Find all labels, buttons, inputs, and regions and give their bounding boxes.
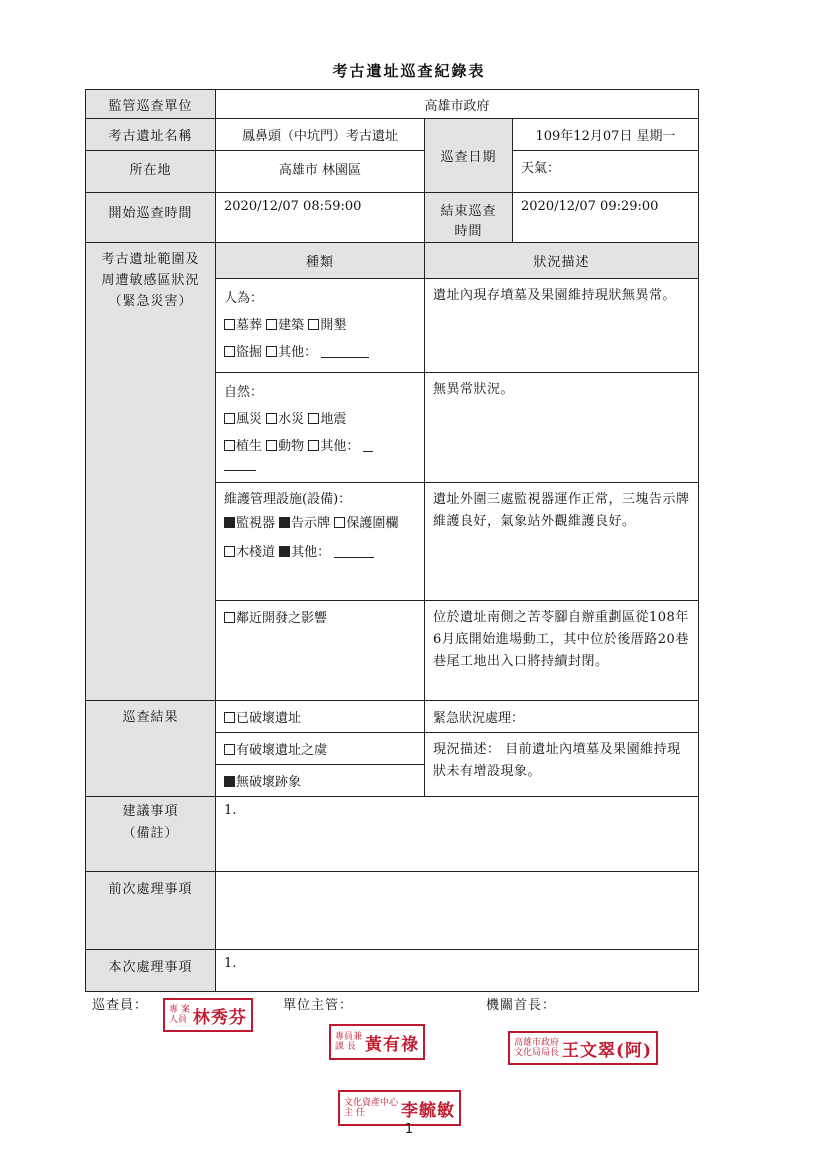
row-unit xyxy=(86,90,699,119)
label-animal: 動物 xyxy=(278,439,305,454)
checkbox-flood[interactable] xyxy=(266,413,277,424)
checkbox-burial[interactable] xyxy=(224,319,235,330)
label-reclaim: 開墾 xyxy=(320,318,347,333)
date-label: 巡查日期 xyxy=(425,119,513,193)
row-curr xyxy=(86,950,699,992)
label-cctv: 監視器 xyxy=(236,516,276,531)
row-prev xyxy=(86,872,699,950)
label-flood: 水災 xyxy=(278,412,305,427)
stamp-inspector: 專 案 人員 林秀芬 xyxy=(163,998,253,1032)
inspector-label: 巡查員： xyxy=(92,998,149,1013)
prev-label: 前次處理事項 xyxy=(86,872,216,950)
label-building: 建築 xyxy=(278,318,305,333)
label-no-damage: 無破壞跡象 xyxy=(236,775,302,790)
checkbox-no-damage[interactable] xyxy=(224,776,235,787)
end-time-label: 結束巡查時間 xyxy=(425,193,513,243)
label-nature-other: 其他： xyxy=(320,439,360,454)
row-suggest xyxy=(86,797,699,872)
stamp-supervisor: 專員兼 課 長 黃有祿 xyxy=(329,1024,425,1060)
checkbox-destroyed[interactable] xyxy=(224,712,235,723)
curr-value: 1. xyxy=(216,950,699,992)
label-looting: 盜掘 xyxy=(236,345,263,360)
site-label: 考古遺址名稱 xyxy=(86,119,216,151)
row-site xyxy=(86,119,699,151)
date-value: 109年12月07日 星期一 xyxy=(513,119,699,151)
unit-label: 監管巡查單位 xyxy=(86,90,216,119)
page-title: 考古遺址巡查紀錄表 xyxy=(332,62,486,80)
result-label: 巡查結果 xyxy=(86,701,216,797)
suggest-label: 建議事項（備註） xyxy=(86,797,216,872)
stamp-center: 文化資產中心 主 任 李毓敏 xyxy=(338,1090,461,1126)
row-location xyxy=(86,151,699,193)
supervisor-label: 單位主管： xyxy=(283,998,354,1013)
prev-value xyxy=(216,872,699,950)
checkbox-plant[interactable] xyxy=(224,440,235,451)
unit-value: 高雄市政府 xyxy=(216,90,699,119)
weather-value: 天氣： xyxy=(513,151,699,193)
checkbox-wind[interactable] xyxy=(224,413,235,424)
start-time-value: 2020/12/07 08:59:00 xyxy=(216,193,425,243)
checkbox-building[interactable] xyxy=(266,319,277,330)
human-desc: 遺址內現存墳墓及果園維持現狀無異常。 xyxy=(425,279,699,373)
inspection-form xyxy=(85,89,699,992)
blank-line xyxy=(334,545,374,558)
blank-line xyxy=(321,345,369,358)
dev-cell xyxy=(216,601,425,701)
row-status-header xyxy=(86,243,699,279)
checkbox-sign[interactable] xyxy=(279,517,290,528)
blank-line xyxy=(224,460,256,471)
label-quake: 地震 xyxy=(320,412,347,427)
checkbox-facility-other[interactable] xyxy=(279,546,290,557)
row-time xyxy=(86,193,699,243)
label-facility-other: 其他： xyxy=(291,545,331,560)
head-label: 機關首長： xyxy=(486,998,557,1013)
label-plant: 植生 xyxy=(236,439,263,454)
checkbox-cctv[interactable] xyxy=(224,517,235,528)
label-fence: 保護圍欄 xyxy=(346,516,399,531)
emergency-label: 緊急狀況處理： xyxy=(425,701,699,733)
checkbox-risk[interactable] xyxy=(224,744,235,755)
facility-desc: 遺址外圍三處監視器運作正常，三塊告示牌維護良好，氣象站外觀維護良好。 xyxy=(425,483,699,601)
checkbox-nature-other[interactable] xyxy=(308,440,319,451)
page-number: 1 xyxy=(404,1122,414,1137)
stamp-head: 高雄市政府 文化局局長 王文翠(阿) xyxy=(508,1031,658,1065)
label-burial: 墓葬 xyxy=(236,318,263,333)
checkbox-boardwalk[interactable] xyxy=(224,546,235,557)
row-result-1 xyxy=(86,701,699,733)
nature-cell xyxy=(216,373,425,483)
suggest-value: 1. xyxy=(216,797,699,872)
curr-label: 本次處理事項 xyxy=(86,950,216,992)
checkbox-reclaim[interactable] xyxy=(308,319,319,330)
end-time-value: 2020/12/07 09:29:00 xyxy=(513,193,699,243)
site-value: 鳳鼻頭（中坑門）考古遺址 xyxy=(216,119,425,151)
label-boardwalk: 木棧道 xyxy=(236,545,276,560)
nature-title: 自然： xyxy=(224,385,264,400)
nature-desc: 無異常狀況。 xyxy=(425,373,699,483)
checkbox-looting[interactable] xyxy=(224,346,235,357)
human-cell xyxy=(216,279,425,373)
human-title: 人為： xyxy=(224,291,264,306)
start-time-label: 開始巡查時間 xyxy=(86,193,216,243)
label-wind: 風災 xyxy=(236,412,263,427)
facility-title: 維護管理設施(設備)： xyxy=(224,492,352,507)
col-type-header: 種類 xyxy=(216,243,425,279)
label-human-other: 其他： xyxy=(278,345,318,360)
checkbox-fence[interactable] xyxy=(334,517,345,528)
dev-desc: 位於遺址南側之苦苓腳自辦重劃區從108年6月底開始進場動工，其中位於後厝路20巷巷尾工地出入口將持續封閉。 xyxy=(425,601,699,701)
checkbox-quake[interactable] xyxy=(308,413,319,424)
col-desc-header: 狀況描述 xyxy=(425,243,699,279)
label-risk: 有破壞遺址之虞 xyxy=(236,743,328,758)
location-value: 高雄市 林園區 xyxy=(216,151,425,193)
status-label: 考古遺址範圍及周遭敏感區狀況（緊急災害） xyxy=(86,243,216,701)
checkbox-human-other[interactable] xyxy=(266,346,277,357)
current-desc: 現況描述： 目前遺址內墳墓及果園維持現狀未有增設現象。 xyxy=(425,733,699,797)
dev-title: 鄰近開發之影響 xyxy=(236,611,328,626)
location-label: 所在地 xyxy=(86,151,216,193)
label-sign: 告示牌 xyxy=(291,516,331,531)
label-destroyed: 已破壞遺址 xyxy=(236,711,302,726)
checkbox-dev[interactable] xyxy=(224,612,235,623)
facility-cell xyxy=(216,483,425,601)
blank-line xyxy=(363,439,373,452)
checkbox-animal[interactable] xyxy=(266,440,277,451)
